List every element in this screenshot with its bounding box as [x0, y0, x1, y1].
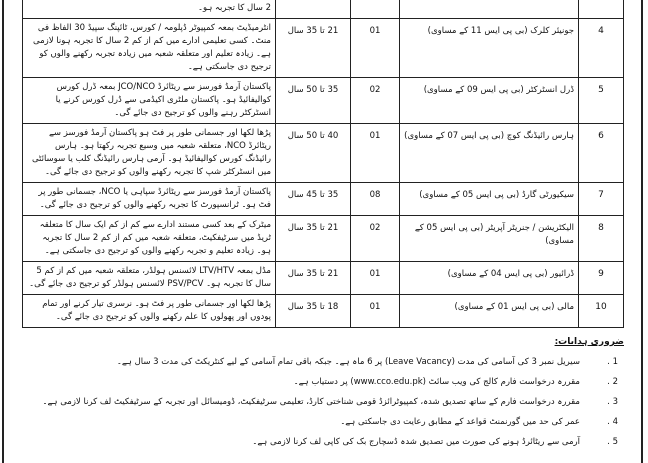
- age-limit: 18 تا 35 سال: [276, 295, 351, 328]
- instruction-number: 1 .: [600, 356, 618, 369]
- instruction-text: مقررہ درخواست فارم کالج کی ویب سائٹ (www.cco.edu.pk) پر دستیاب ہے۔: [293, 377, 580, 387]
- post-name: ہارس رائیڈنگ کوچ (بی پی ایس 07 کے مساوی): [400, 124, 579, 183]
- instructions-heading: ضروری ہدایات:: [554, 337, 624, 347]
- instruction-text: عمر کی حد میں گورنمنٹ قواعد کے مطابق رعایت دی جاسکتی ہے۔: [340, 417, 580, 427]
- serial-number: 8: [579, 216, 624, 262]
- instruction-number: 2 .: [600, 376, 618, 389]
- instruction-item: [22, 413, 624, 433]
- qualification: پڑھا لکھا اور جسمانی طور پر فٹ ہو پاکستان آرمڈ فورسز سے ریٹائرڈ NCO، متعلقہ شعبہ میں وسیع تجربہ رکھتا ہو۔ ہارس رائیڈنگ کورس کوالیفائیڈ ہو۔ آرمی ہارس رائیڈنگ کلب یا سوسائٹی میں انسٹرکٹر شپ کا تجربہ رکھنے والوں کو ترجیح دی جائے گی۔: [23, 124, 276, 183]
- table-row: [23, 262, 624, 295]
- instruction-number: 4 .: [600, 416, 618, 429]
- instruction-item: [22, 433, 624, 453]
- qualification: مڈل بمعہ LTV/HTV لائسنس ہولڈر، متعلقہ شعبہ میں کم از کم 5 سال کا تجربہ ہو۔ PSV/PCV لائسنس ہولڈر کو ترجیح دی جائے گی۔: [23, 262, 276, 295]
- qualification: 2 سال کا تجربہ ہو۔: [23, 0, 276, 19]
- instruction-item: [22, 373, 624, 393]
- age-limit: 35 تا 45 سال: [276, 183, 351, 216]
- instruction-text: مقررہ درخواست فارم کے ساتھ تصدیق شدہ، کمپیوٹرائزڈ قومی شناختی کارڈ، تعلیمی سرٹیفکیٹ، ڈومیسائل اور تجربہ کے سرٹیفکیٹ لف کرنا لازمی ہے۔: [42, 397, 580, 407]
- qualification: پڑھا لکھا اور جسمانی طور پر فٹ ہو۔ نرسری تیار کرنے اور تمام پودوں اور پھولوں کا علم رکھنے والوں کو ترجیح دی جائے گی۔: [23, 295, 276, 328]
- page-frame: [2, 0, 643, 463]
- serial-number: 6: [579, 124, 624, 183]
- vacancy-count: 08: [351, 183, 400, 216]
- table-row: [23, 19, 624, 78]
- serial-number: 7: [579, 183, 624, 216]
- qualification: انٹرمیڈیٹ بمعہ کمپیوٹر ڈپلومہ / کورس، ٹائپنگ سپیڈ 30 الفاظ فی منٹ۔ کسی تعلیمی ادارے میں کم از کم 2 سال کا تجربہ ہونا لازمی ہے۔ زیادہ تعلیم اور متعلقہ شعبہ میں زیادہ تجربہ رکھنے والوں کو ترجیح دی جاسکتی ہے۔: [23, 19, 276, 78]
- qualification: پاکستان آرمڈ فورسز سے ریٹائرڈ JCO/NCO بمعہ ڈرل کورس کوالیفائیڈ ہو۔ پاکستان ملٹری اکیڈمی سے ڈرل کورس کرنے یا انسٹرکٹر رہنے والوں کو ترجیح دی جائے گی۔: [23, 78, 276, 124]
- vacancies-table: [22, 0, 624, 328]
- instructions-list: [22, 353, 624, 453]
- post-name: الیکٹریشن / جنریٹر آپریٹر (بی پی ایس 05 کے مساوی): [400, 216, 579, 262]
- post-name: سیکیورٹی گارڈ (بی پی ایس 05 کے مساوی): [400, 183, 579, 216]
- table-row: [23, 295, 624, 328]
- table-row: [23, 216, 624, 262]
- age-limit: 21 تا 35 سال: [276, 19, 351, 78]
- instruction-item: [22, 353, 624, 373]
- table-row: [23, 78, 624, 124]
- vacancy-count: 01: [351, 295, 400, 328]
- table-row: [23, 0, 624, 19]
- instruction-item: [22, 393, 624, 413]
- age-limit: 21 تا 35 سال: [276, 262, 351, 295]
- instruction-text: آرمی سے ریٹائرڈ ہونے کی صورت میں تصدیق شدہ ڈسچارج بک کی کاپی لف کرنا لازمی ہے۔: [252, 437, 580, 447]
- qualification: میٹرک کے بعد کسی مستند ادارے سے کم از کم ایک سال کا متعلقہ ٹریڈ میں سرٹیفکیٹ، متعلقہ شعبہ میں کم از کم 2 سال کا تجربہ ہو۔ زیادہ تعلیم و تجربہ رکھنے والوں کو ترجیح دی جاسکتی ہے۔: [23, 216, 276, 262]
- qualification: پاکستان آرمڈ فورسز سے ریٹائرڈ سپاہی یا NCO، جسمانی طور پر فٹ ہو۔ ٹرانسپورٹ کا تجربہ رکھنے والوں کو ترجیح دی جائے گی۔: [23, 183, 276, 216]
- post-name: جونیئر کلرک (بی پی ایس 11 کے مساوی): [400, 19, 579, 78]
- instructions: [22, 336, 624, 453]
- table-row: [23, 124, 624, 183]
- vacancy-count: 02: [351, 78, 400, 124]
- age-limit: 35 تا 50 سال: [276, 78, 351, 124]
- post-name: ڈرل انسٹرکٹر (بی پی ایس 09 کے مساوی): [400, 78, 579, 124]
- instruction-text: سیریل نمبر 3 کی آسامی کی مدت (Leave Vacancy) پر 6 ماہ ہے۔ جبکہ باقی تمام آسامی کے لیے کنٹریکٹ کی مدت 3 سال ہے۔: [116, 357, 580, 367]
- post-name: مالی (بی پی ایس 01 کے مساوی): [400, 295, 579, 328]
- serial-number: 10: [579, 295, 624, 328]
- serial-number: 4: [579, 19, 624, 78]
- vacancy-count: 01: [351, 19, 400, 78]
- instruction-number: 3 .: [600, 396, 618, 409]
- serial-number: 5: [579, 78, 624, 124]
- vacancy-count: 01: [351, 124, 400, 183]
- vacancy-count: 02: [351, 216, 400, 262]
- instruction-number: 5 .: [600, 436, 618, 449]
- post-name: ڈرائیور (بی پی ایس 04 کے مساوی): [400, 262, 579, 295]
- vacancy-count: 01: [351, 262, 400, 295]
- age-limit: 40 تا 50 سال: [276, 124, 351, 183]
- age-limit: 21 تا 35 سال: [276, 216, 351, 262]
- serial-number: 9: [579, 262, 624, 295]
- table-row: [23, 183, 624, 216]
